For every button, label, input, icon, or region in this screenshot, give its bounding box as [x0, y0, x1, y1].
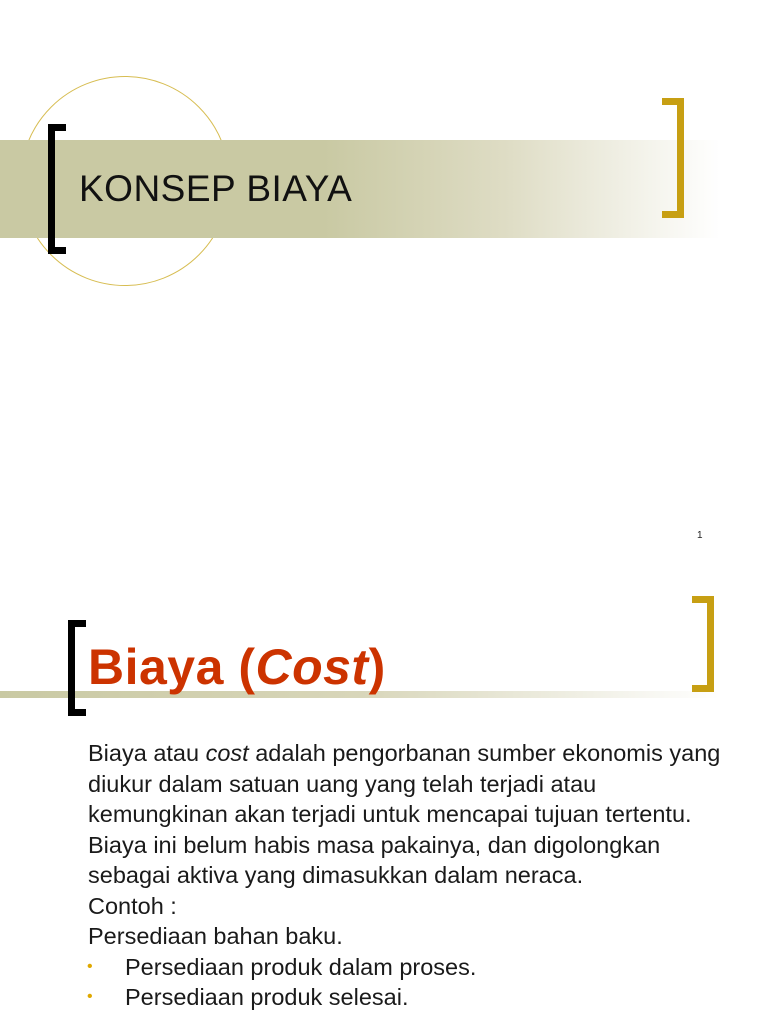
- slide-title: KONSEP BIAYA: [79, 168, 353, 209]
- right-bracket: [662, 98, 684, 218]
- slide-number: 1: [697, 530, 703, 541]
- slide-heading: [88, 638, 386, 696]
- slide-2: [0, 560, 768, 1024]
- heading-suffix: ): [368, 639, 386, 695]
- right-bracket: [692, 596, 714, 692]
- bullet-icon: •: [87, 957, 93, 975]
- slide-body: [88, 738, 738, 1013]
- bullet-item: [88, 982, 738, 1013]
- bullet-text: Persediaan produk selesai.: [125, 984, 409, 1010]
- heading-prefix: Biaya (: [88, 639, 256, 695]
- bullet-text: Persediaan produk dalam proses.: [125, 953, 477, 980]
- left-bracket: [68, 620, 86, 716]
- bullet-icon: •: [87, 988, 93, 1005]
- definition-italic: cost: [205, 740, 249, 766]
- definition-part1: Biaya atau: [88, 740, 206, 766]
- heading-italic: Cost: [255, 639, 369, 695]
- example-bullet-list: [88, 952, 738, 1013]
- example-label: Contoh :: [88, 892, 177, 919]
- definition-part2: adalah pengorbanan sumber ekonomis yang diukur dalam satuan uang yang telah terjadi atau kemungkinan akan terjadi untuk mencapai tujuan tertentu. Biaya ini belum habis masa pakainya, dan digolongkan sebagai aktiva yang dimasukkan dalam neraca.: [88, 740, 721, 888]
- left-bracket: [48, 124, 66, 254]
- definition-paragraph: [88, 738, 738, 891]
- bullet-item: [88, 952, 738, 983]
- example-item: Persediaan bahan baku.: [88, 923, 343, 949]
